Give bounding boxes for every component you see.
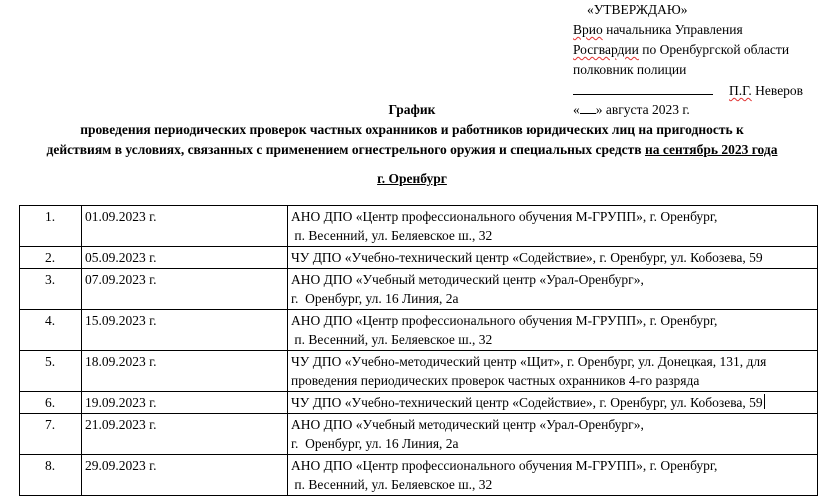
row-number-cell: 4. [20,310,82,351]
location-line-2: п. Весенний, ул. Беляевское ш., 32 [291,332,493,347]
signer-surname: Неверов [751,83,804,98]
row-number-cell: 7. [20,414,82,455]
approval-heading: «УТВЕРЖДАЮ» [587,2,688,17]
location-line-2: п. Весенний, ул. Беляевское ш., 32 [291,477,493,492]
text-cursor [764,394,765,409]
location-line-1: АНО ДПО «Центр профессионального обучения М-ГРУПП», г. Оренбург, [291,313,718,328]
approval-date-prefix: « [573,102,580,117]
page-bottom-edge [19,490,818,500]
row-location-cell[interactable] [288,310,818,351]
row-number-cell: 8. [20,455,82,496]
row-number-cell: 3. [20,269,82,310]
row-number-cell: 5. [20,351,82,392]
approval-position [573,20,803,40]
row-date-cell: 07.09.2023 г. [82,269,288,310]
approval-position-word: Врио [573,22,603,37]
approval-organization-word: Росгвардии [573,42,639,57]
table-row [20,414,818,455]
table-row [20,206,818,247]
row-date-cell: 19.09.2023 г. [82,392,288,414]
title-line-3 [0,140,824,160]
location-line-1: АНО ДПО «Центр профессионального обучения М-ГРУПП», г. Оренбург, [291,458,718,473]
row-location-cell[interactable] [288,247,818,269]
approval-signature-line [573,80,803,100]
table-row [20,247,818,269]
row-location-cell[interactable] [288,351,818,392]
row-date-cell: 05.09.2023 г. [82,247,288,269]
title-line-3-part-a: действиям в условиях, связанных с применением огнестрельного оружия и специальных средств [46,142,645,157]
title-line-3-part-b: на сентябрь 2023 года [644,142,778,157]
location-line-1: АНО ДПО «Учебный методический центр «Урал-Оренбург», [291,272,644,287]
row-date-cell: 18.09.2023 г. [82,351,288,392]
schedule-table [19,205,818,496]
signer-initials: П.Г. [729,83,752,98]
approval-organization-rest: по Оренбургской области [638,42,790,57]
row-date-cell: 29.09.2023 г. [82,455,288,496]
location-line-1: ЧУ ДПО «Учебно-технический центр «Содействие», г. Оренбург, ул. Кобозева, 59 [291,250,763,265]
location-line-1: АНО ДПО «Центр профессионального обучения М-ГРУПП», г. Оренбург, [291,209,718,224]
location-line-2: г. Оренбург, ул. 16 Линия, 2а [291,436,459,451]
row-location-cell[interactable] [288,392,818,414]
approval-rank: полковник полиции [573,62,687,77]
location-line-2: проведения периодических проверок частных охранников 4-го разряда [291,373,700,388]
location-line-1: АНО ДПО «Учебный методический центр «Урал-Оренбург», [291,417,644,432]
city-name: г. Оренбург [377,171,447,186]
row-number-cell: 2. [20,247,82,269]
signature-blank [573,80,713,95]
row-date-cell: 01.09.2023 г. [82,206,288,247]
location-line-1: ЧУ ДПО «Учебно-технический центр «Содействие», г. Оренбург, ул. Кобозева, 59 [291,395,763,410]
table-row [20,351,818,392]
document-title [0,100,824,160]
table-row [20,392,818,414]
title-line-2: проведения периодических проверок частных охранников и работников юридических лиц на пригодность к [80,122,744,137]
row-location-cell[interactable] [288,206,818,247]
table-row [20,269,818,310]
row-location-cell[interactable] [288,269,818,310]
location-line-1: ЧУ ДПО «Учебно-методический центр «Щит», г. Оренбург, ул. Донецкая, 131, для [291,354,767,369]
row-number-cell: 6. [20,392,82,414]
row-location-cell[interactable] [288,414,818,455]
approval-organization [573,40,803,60]
row-date-cell: 15.09.2023 г. [82,310,288,351]
schedule-table-body [20,206,818,496]
location-line-2: п. Весенний, ул. Беляевское ш., 32 [291,228,493,243]
table-row [20,310,818,351]
city-heading [0,171,824,187]
approval-position-rest: начальника Управления [602,22,743,37]
location-line-2: г. Оренбург, ул. 16 Линия, 2а [291,291,459,306]
row-number-cell: 1. [20,206,82,247]
approval-date-suffix: » августа 2023 г. [595,102,690,117]
row-date-cell: 21.09.2023 г. [82,414,288,455]
title-main: График [388,102,436,117]
